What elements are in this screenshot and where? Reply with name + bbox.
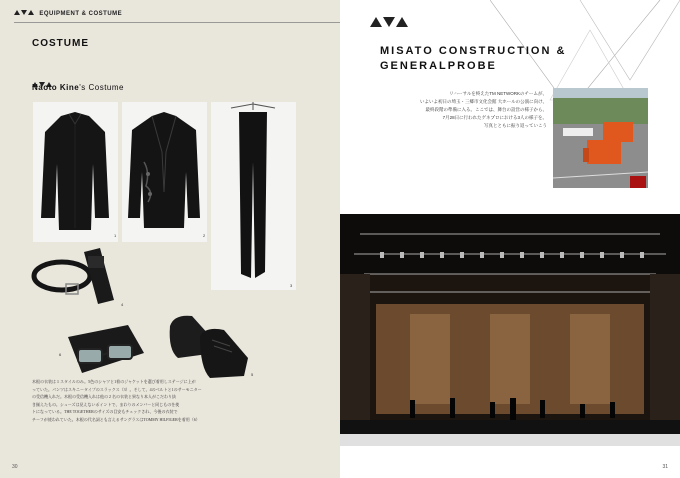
page-number: 31 [662, 464, 668, 470]
section-tag-label: EQUIPMENT & COSTUME [39, 11, 123, 17]
jacket-image [122, 102, 207, 242]
body-line: 木根の衣装は１スタイルのみ。5色のシャツと1着のジャケットを選び着用しステージに上が [32, 379, 196, 384]
section-tag [14, 10, 122, 17]
item-number: 2 [203, 233, 206, 238]
trucks-image [553, 88, 648, 188]
photo-shirt [33, 102, 118, 242]
section-title [380, 44, 610, 74]
title-icons [370, 14, 409, 32]
photo-glasses [64, 323, 146, 379]
triangle-icon [14, 10, 20, 15]
page-title: COSTUME [32, 38, 89, 49]
body-line: トになっている。THE TOGETHERのサイズの目安もチェックされ、今後の衣装で [32, 409, 178, 414]
body-line: き揃えたもの。シューズは見えないポイントで、まわりのメンバーと同じものを使 [32, 401, 180, 407]
page-number: 30 [12, 464, 18, 470]
title-line: GENERALPROBE [380, 60, 497, 72]
triangle-icon [28, 10, 34, 15]
body-line: の受信機入れだ。木根の受信機入れは他の２名の衣装と異なり本人がこだわり抜 [32, 394, 176, 399]
body-text [32, 378, 314, 423]
title-line: MISATO CONSTRUCTION & [380, 45, 567, 57]
body-line: っていた。パンツはスキニータイプのスラックス（3）。そして、4のベルトと1のサーモニター [32, 386, 202, 392]
header-divider [14, 22, 340, 23]
photo-stage [340, 214, 680, 446]
triangle-icon [396, 17, 408, 27]
intro-line: いよいよ初日の埼玉・三郷市文化会館 大ホールの公演に向け、 [420, 99, 547, 104]
shirt-image [33, 102, 118, 242]
subtitle-rest: 's Costume [79, 83, 124, 92]
photo-trucks [553, 88, 648, 188]
shoes-image [164, 306, 254, 382]
intro-line: 7月28日に行われたゲネプロにおける3人の様子を。 [442, 115, 547, 120]
item-number: 3 [290, 283, 293, 288]
item-number: 5 [251, 372, 254, 377]
intro-text [367, 90, 547, 130]
right-page [340, 0, 680, 478]
item-number: 4 [121, 302, 124, 307]
pants-image [211, 102, 296, 290]
stage-image [340, 214, 680, 446]
photo-pants [211, 102, 296, 290]
inverted-triangle-icon [21, 10, 27, 15]
triangle-icon [370, 17, 382, 27]
subtitle [32, 83, 124, 92]
glasses-image [64, 323, 146, 379]
subtitle-name: Naoto Kine [32, 83, 80, 92]
photo-jacket [122, 102, 207, 242]
photo-shoes [164, 306, 254, 382]
item-number: 6 [59, 352, 62, 357]
intro-line: 最終段階の準備に入る。ここでは、舞台の設営の様子から、 [425, 107, 547, 112]
item-number: 1 [114, 233, 117, 238]
body-line: チーフが使われていた。木根の代名詞とも言えるサングラスはTOMMY HILFIGERを着用（6） [32, 416, 200, 422]
intro-line: リハーサルを終えたTM NETWORKのチームが、 [449, 91, 547, 96]
inverted-triangle-icon [383, 17, 395, 27]
belt-image [28, 240, 128, 308]
intro-line: 写真とともに振り返っていこう [484, 123, 547, 128]
red-accent [630, 176, 646, 188]
photo-belt [28, 240, 128, 308]
